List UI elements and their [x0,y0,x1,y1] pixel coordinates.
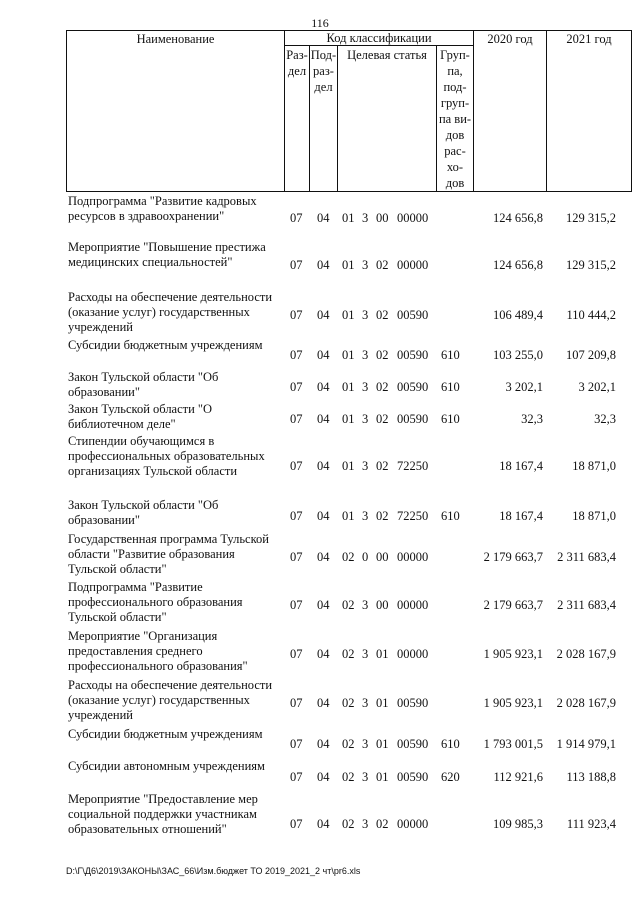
row-name: Субсидии бюджетным учреждениям [68,727,263,741]
row-razdel: 07 [290,817,303,831]
row-ts-direction: 00000 [397,598,429,612]
table-row [0,792,640,854]
row-ts-subprogram: 3 [362,817,369,831]
row-expense-group: 610 [441,348,460,362]
row-podrazdel: 04 [317,308,330,322]
row-ts-event: 02 [376,308,389,322]
row-year-2021: 2 028 167,9 [556,696,616,710]
row-ts-direction: 72250 [397,509,429,523]
row-ts-program: 01 [342,380,355,394]
row-ts-subprogram: 3 [362,696,369,710]
header-year-2020: 2020 год [487,32,533,46]
row-razdel: 07 [290,211,303,225]
row-ts-program: 02 [342,770,355,784]
header-subsection: Под- раз- дел [310,48,337,94]
row-year-2020: 1 793 001,5 [483,737,543,751]
row-podrazdel: 04 [317,258,330,272]
row-razdel: 07 [290,550,303,564]
row-ts-subprogram: 3 [362,647,369,661]
row-name: Мероприятие "Организация предоставления среднего профессионального образования" [68,629,248,673]
row-podrazdel: 04 [317,737,330,751]
row-ts-program: 02 [342,598,355,612]
row-name: Закон Тульской области "Об образовании" [68,498,219,527]
row-ts-event: 01 [376,737,389,751]
row-ts-program: 02 [342,817,355,831]
row-ts-direction: 00590 [397,348,429,362]
table-row [0,370,640,400]
row-ts-event: 02 [376,348,389,362]
row-year-2021: 32,3 [594,412,616,426]
footer-file-path: D:\Г\Д6\2019\ЗАКОНЫ\ЗАС_66\Изм.бюджет ТО 2019_2021_2 чт\pr6.xls [66,866,361,876]
row-razdel: 07 [290,737,303,751]
row-razdel: 07 [290,412,303,426]
row-ts-subprogram: 3 [362,598,369,612]
row-year-2021: 2 028 167,9 [556,647,616,661]
row-razdel: 07 [290,509,303,523]
table-row [0,402,640,432]
table-row [0,759,640,790]
row-ts-event: 01 [376,647,389,661]
row-ts-direction: 00000 [397,550,429,564]
row-podrazdel: 04 [317,647,330,661]
row-ts-direction: 00590 [397,770,429,784]
row-ts-direction: 00590 [397,696,429,710]
row-podrazdel: 04 [317,380,330,394]
row-razdel: 07 [290,308,303,322]
row-razdel: 07 [290,380,303,394]
row-ts-program: 01 [342,258,355,272]
row-ts-direction: 00590 [397,737,429,751]
row-ts-subprogram: 3 [362,412,369,426]
table-row [0,678,640,725]
row-ts-subprogram: 0 [362,550,369,564]
row-ts-event: 02 [376,817,389,831]
row-ts-subprogram: 3 [362,509,369,523]
row-podrazdel: 04 [317,598,330,612]
row-ts-direction: 00590 [397,412,429,426]
row-razdel: 07 [290,598,303,612]
row-ts-program: 02 [342,696,355,710]
row-name: Расходы на обеспечение деятельности (оказание услуг) государственных учреждений [68,290,273,334]
row-expense-group: 610 [441,737,460,751]
row-name: Закон Тульской области "О библиотечном деле" [68,402,213,431]
row-ts-event: 01 [376,770,389,784]
row-year-2021: 2 311 683,4 [557,550,616,564]
row-year-2020: 1 905 923,1 [483,696,543,710]
table-row [0,434,640,496]
row-ts-event: 02 [376,380,389,394]
row-ts-program: 01 [342,211,355,225]
row-ts-direction: 00590 [397,308,429,322]
row-expense-group: 610 [441,412,460,426]
row-year-2021: 107 209,8 [566,348,616,362]
row-year-2021: 3 202,1 [578,380,616,394]
row-ts-direction: 00000 [397,258,429,272]
row-year-2020: 106 489,4 [493,308,543,322]
row-ts-subprogram: 3 [362,258,369,272]
row-ts-subprogram: 3 [362,737,369,751]
row-ts-event: 00 [376,211,389,225]
row-ts-event: 01 [376,696,389,710]
row-podrazdel: 04 [317,509,330,523]
row-razdel: 07 [290,459,303,473]
row-ts-subprogram: 3 [362,770,369,784]
row-year-2021: 18 871,0 [572,509,616,523]
row-year-2021: 18 871,0 [572,459,616,473]
row-ts-direction: 00000 [397,211,429,225]
row-name: Расходы на обеспечение деятельности (оказание услуг) государственных учреждений [68,678,273,722]
row-year-2021: 110 444,2 [566,308,616,322]
row-year-2021: 129 315,2 [566,211,616,225]
row-year-2021: 129 315,2 [566,258,616,272]
row-name: Стипендии обучающимся в профессиональных образовательных организациях Тульской области [68,434,265,478]
header-target-article: Целевая статья [347,48,427,62]
row-podrazdel: 04 [317,817,330,831]
table-row [0,240,640,288]
row-ts-subprogram: 3 [362,459,369,473]
row-ts-program: 01 [342,348,355,362]
row-podrazdel: 04 [317,550,330,564]
table-row [0,290,640,337]
row-year-2021: 111 923,4 [566,817,616,831]
row-ts-program: 02 [342,737,355,751]
row-year-2020: 1 905 923,1 [483,647,543,661]
header-section: Раз- дел [286,48,308,78]
row-name: Закон Тульской области "Об образовании" [68,370,219,399]
row-razdel: 07 [290,348,303,362]
row-name: Подпрограмма "Развитие профессионального образования Тульской области" [68,580,243,624]
row-ts-program: 01 [342,412,355,426]
table-row [0,580,640,627]
header-expense-group: Груп- па, под- груп- па ви- дов рас- хо- дов [438,48,472,190]
row-podrazdel: 04 [317,412,330,426]
row-expense-group: 610 [441,380,460,394]
row-ts-direction: 00000 [397,647,429,661]
row-ts-event: 02 [376,258,389,272]
row-ts-program: 01 [342,459,355,473]
row-name: Субсидии автономным учреждениям [68,759,265,773]
row-ts-direction: 00590 [397,380,429,394]
row-ts-program: 02 [342,550,355,564]
page-number: 116 [311,16,329,30]
row-expense-group: 610 [441,509,460,523]
row-razdel: 07 [290,258,303,272]
row-podrazdel: 04 [317,696,330,710]
row-ts-subprogram: 3 [362,380,369,394]
row-ts-event: 02 [376,509,389,523]
row-year-2020: 109 985,3 [493,817,543,831]
row-ts-subprogram: 3 [362,348,369,362]
row-podrazdel: 04 [317,770,330,784]
row-year-2020: 124 656,8 [493,258,543,272]
row-ts-event: 02 [376,459,389,473]
row-ts-event: 02 [376,412,389,426]
row-razdel: 07 [290,770,303,784]
row-ts-event: 00 [376,550,389,564]
row-ts-program: 01 [342,509,355,523]
row-ts-subprogram: 3 [362,211,369,225]
row-name: Мероприятие "Повышение престижа медицинских специальностей" [68,240,266,269]
row-year-2020: 2 179 663,7 [483,550,543,564]
row-year-2021: 113 188,8 [566,770,616,784]
row-podrazdel: 04 [317,348,330,362]
row-expense-group: 620 [441,770,460,784]
row-ts-direction: 72250 [397,459,429,473]
row-year-2020: 2 179 663,7 [483,598,543,612]
row-ts-event: 00 [376,598,389,612]
row-podrazdel: 04 [317,459,330,473]
header-name: Наименование [136,32,215,46]
row-podrazdel: 04 [317,211,330,225]
table-row [0,727,640,757]
table-row [0,532,640,579]
row-razdel: 07 [290,696,303,710]
header-year-2021: 2021 год [566,32,612,46]
row-ts-subprogram: 3 [362,308,369,322]
row-year-2020: 18 167,4 [499,509,543,523]
row-ts-program: 02 [342,647,355,661]
row-ts-direction: 00000 [397,817,429,831]
table-row [0,629,640,676]
row-year-2020: 112 921,6 [493,770,543,784]
row-year-2020: 103 255,0 [493,348,543,362]
header-classification-code: Код классификации [326,31,432,45]
row-name: Подпрограмма "Развитие кадровых ресурсов в здравоохранении" [68,194,257,223]
row-year-2020: 18 167,4 [499,459,543,473]
row-year-2020: 124 656,8 [493,211,543,225]
row-ts-program: 01 [342,308,355,322]
table-row [0,498,640,530]
row-year-2021: 2 311 683,4 [557,598,616,612]
row-year-2020: 32,3 [521,412,543,426]
row-name: Субсидии бюджетным учреждениям [68,338,263,352]
table-row [0,338,640,368]
row-year-2020: 3 202,1 [505,380,543,394]
row-razdel: 07 [290,647,303,661]
row-name: Государственная программа Тульской области "Развитие образования Тульской области" [68,532,269,576]
row-name: Мероприятие "Предоставление мер социальной поддержки участникам образовательных отношений" [68,792,258,836]
table-row [0,194,640,239]
row-year-2021: 1 914 979,1 [556,737,616,751]
